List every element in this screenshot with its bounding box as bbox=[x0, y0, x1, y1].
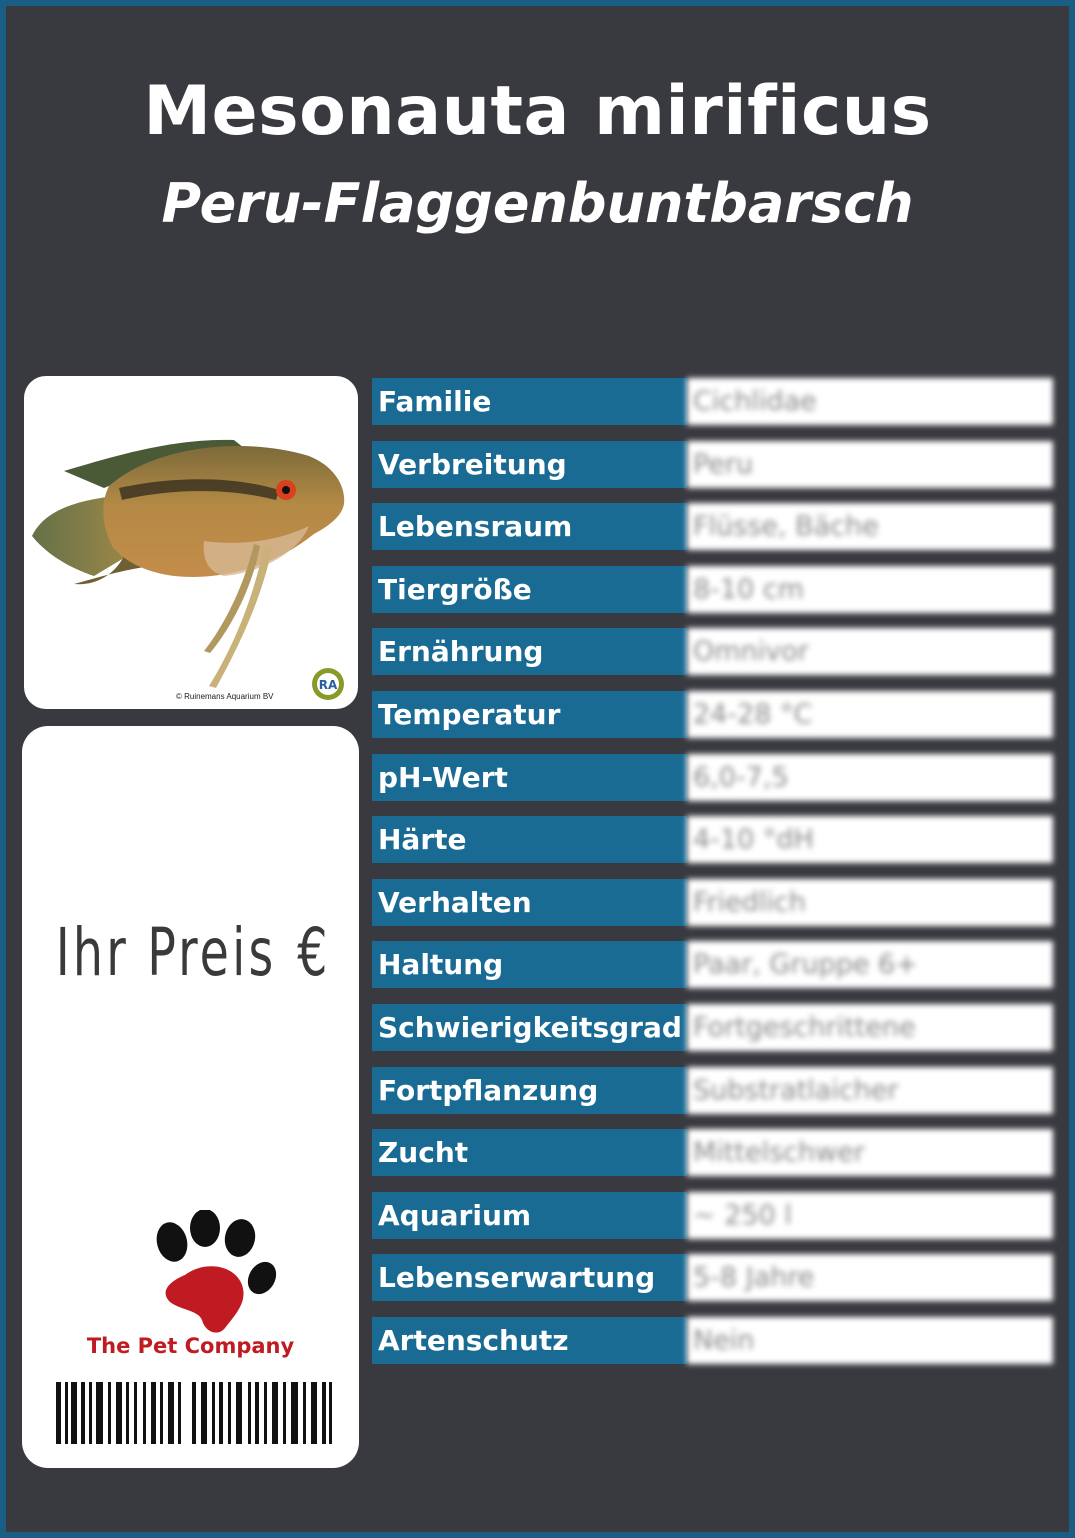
scientific-name: Mesonauta mirificus bbox=[143, 72, 932, 151]
fact-label: Lebenserwartung bbox=[372, 1254, 687, 1301]
fact-label: Temperatur bbox=[372, 691, 687, 738]
currency-symbol: € bbox=[297, 914, 331, 991]
fact-row bbox=[372, 378, 1053, 425]
fact-row bbox=[372, 1067, 1053, 1114]
paw-icon bbox=[150, 1210, 280, 1335]
fact-label: Verhalten bbox=[372, 879, 687, 926]
fact-row bbox=[372, 1317, 1053, 1364]
fact-value: Friedlich bbox=[687, 879, 1053, 926]
fact-label: Haltung bbox=[372, 941, 687, 988]
fact-value: Fortgeschrittene bbox=[687, 1004, 1053, 1051]
fact-row bbox=[372, 628, 1053, 675]
fact-value: 6,0-7,5 bbox=[687, 754, 1053, 801]
fact-row bbox=[372, 503, 1053, 550]
fact-row bbox=[372, 1004, 1053, 1051]
fact-row bbox=[372, 1129, 1053, 1176]
fact-label: Schwierigkeitsgrad bbox=[372, 1004, 687, 1051]
fact-row bbox=[372, 1254, 1053, 1301]
fact-label: Aquarium bbox=[372, 1192, 687, 1239]
fact-row bbox=[372, 754, 1053, 801]
fact-label: Ernährung bbox=[372, 628, 687, 675]
price-label-container bbox=[55, 914, 331, 991]
price-panel bbox=[22, 726, 359, 1468]
photo-credit: © Ruinemans Aquarium BV bbox=[176, 692, 274, 701]
fact-value: 5-8 Jahre bbox=[687, 1254, 1053, 1301]
fact-label: Lebensraum bbox=[372, 503, 687, 550]
fact-value: Cichlidae bbox=[687, 378, 1053, 425]
fish-photo-icon bbox=[24, 376, 358, 709]
fact-value: Peru bbox=[687, 441, 1053, 488]
fact-value: Paar, Gruppe 6+ bbox=[687, 941, 1053, 988]
fact-label: Fortpflanzung bbox=[372, 1067, 687, 1114]
fact-row bbox=[372, 816, 1053, 863]
barcode-icon bbox=[56, 1382, 332, 1444]
fact-row bbox=[372, 691, 1053, 738]
fact-row bbox=[372, 941, 1053, 988]
brand-name: The Pet Company bbox=[86, 1334, 295, 1358]
fact-value: Flüsse, Bäche bbox=[687, 503, 1053, 550]
fact-label: Verbreitung bbox=[372, 441, 687, 488]
fact-label: Zucht bbox=[372, 1129, 687, 1176]
fact-value: Mittelschwer bbox=[687, 1129, 1053, 1176]
fact-label: Härte bbox=[372, 816, 687, 863]
fact-row bbox=[372, 879, 1053, 926]
fact-label: Tiergröße bbox=[372, 566, 687, 613]
fact-value: 8-10 cm bbox=[687, 566, 1053, 613]
fact-row bbox=[372, 441, 1053, 488]
fact-row bbox=[372, 1192, 1053, 1239]
fact-value: 4-10 °dH bbox=[687, 816, 1053, 863]
fact-row bbox=[372, 566, 1053, 613]
fact-value: ~ 250 l bbox=[687, 1192, 1053, 1239]
fish-photo-panel bbox=[24, 376, 358, 709]
fact-value: 24-28 °C bbox=[687, 691, 1053, 738]
price-label: Ihr Preis bbox=[55, 914, 277, 991]
common-name: Peru-Flaggenbuntbarsch bbox=[161, 172, 914, 235]
fact-value: Substratlaicher bbox=[687, 1067, 1053, 1114]
fact-value: Nein bbox=[687, 1317, 1053, 1364]
fact-label: Familie bbox=[372, 378, 687, 425]
fact-label: pH-Wert bbox=[372, 754, 687, 801]
photo-logo-text: RA bbox=[318, 678, 338, 692]
fact-label: Artenschutz bbox=[372, 1317, 687, 1364]
fact-value: Omnivor bbox=[687, 628, 1053, 675]
